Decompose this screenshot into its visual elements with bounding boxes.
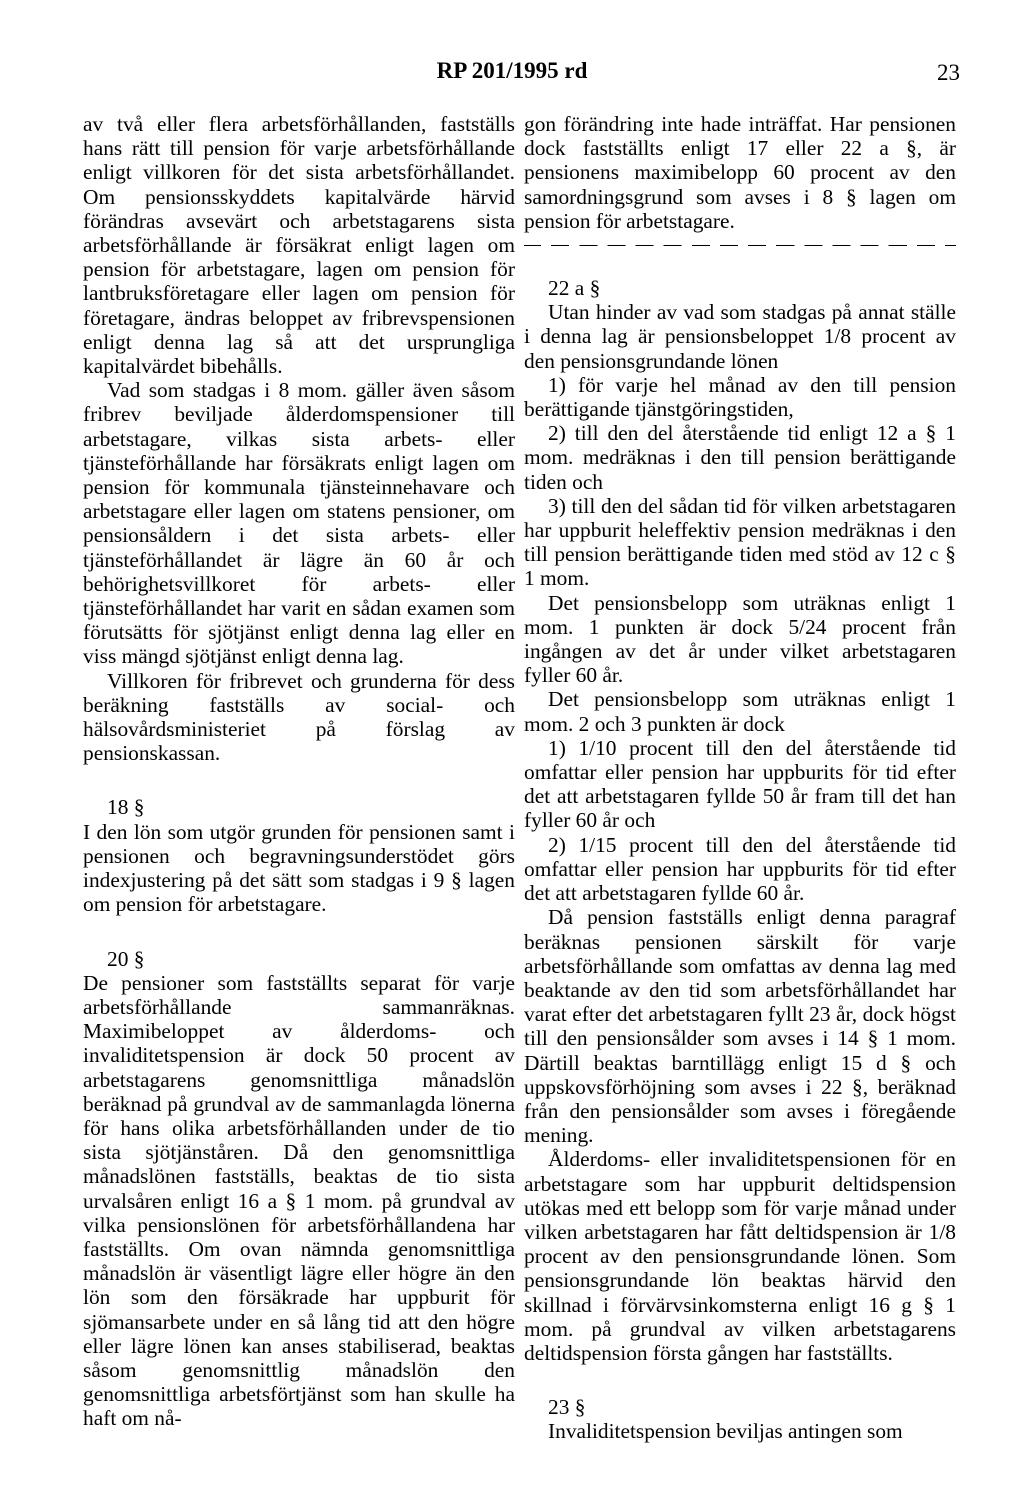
left-column [83,112,515,1431]
section-intro-22a: Utan hinder av vad som stadgas på annat ställe i denna lag är pensionsbeloppet 1/8 procent av den pensionsgrundande lönen [524,300,956,373]
paragraph: Villkoren för fribrevet och grunderna för dess beräkning fastställs av social- och hälsovårdsministeriet på förslag av pensionskassan. [83,668,515,766]
list-item: 3) till den del sådan tid för vilken arbetstagaren har uppburit heleffektiv pension medräknas i den till pension berättigande tiden med stöd av 12 c § 1 mom. [524,493,956,591]
section-text-23: Invaliditetspension beviljas antingen som [548,1419,903,1444]
document-title: RP 201/1995 rd [436,58,588,83]
right-column [524,112,956,1444]
paragraph: gon förändring inte hade inträffat. Har pensionen dock fastställts enligt 17 eller 22 a §, är pensionens maximibelopp 60 procent av den samordningsgrund som avses i 8 § lagen om pension för arbetstagare. [524,112,956,233]
section-heading-20: 20 § [107,946,145,971]
paragraph: Det pensionsbelopp som uträknas enligt 1 mom. 2 och 3 punkten är dock [524,687,956,736]
paragraph: Det pensionsbelopp som uträknas enligt 1 mom. 1 punkten är dock 5/24 procent från ingången av det år under vilket arbetstagaren fyller 60 år. [524,590,956,688]
section-heading-22a: 22 a § [548,276,601,301]
list-item: 2) 1/15 procent till den del återstående tid omfattar eller pension har uppburits för tid efter det att arbetstagaren fyllde 60 år. [524,832,956,906]
paragraph: Vad som stadgas i 8 mom. gäller även såsom fribrev beviljade ålderdomspensioner till arbetstagare, vilkas sista arbets- eller tjänsteförhållande har försäkrats enligt lagen om pension för kommunala tjänsteinnehavare och arbetstagare eller lagen om statens pensioner, om pensionsåldern i det sista arbets- eller tjänsteförhållandet är lägre än 60 år och behörighetsvillkoret för arbets- eller tjänsteförhållandet har varit en sådan examen som förutsätts för sjötjänst enligt denna lag eller en viss mängd sjötjänst enligt denna lag. [83,378,515,669]
page-number: 23 [937,60,960,85]
section-heading-18: 18 § [107,795,145,820]
paragraph: av två eller flera arbetsförhållanden, fastställs hans rätt till pension för varje arbetsförhållande enligt villkoren för det sista arbetsförhållandet. Om pensionsskyddets kapitalvärde härvid förändras avsevärt och arbetstagarens sista arbetsförhållande är försäkrat enligt lagen om pension för arbetstagare, lagen om pension för lantbruksföretagare eller lagen om pension för företagare, ändras beloppet av fribrevspensionen enligt denna lag så att det ursprungliga kapitalvärdet bibehålls. [83,112,515,379]
paragraph: Då pension fastställs enligt denna paragraf beräknas pensionen särskilt för varje arbetsförhållande som omfattas av denna lag med beaktande av den tid som arbetsförhållandet har varat efter det arbetstagaren fyllt 23 år, dock högst till den pensionsålder som avses i 14 § 1 mom. Därtill beaktas barntillägg enligt 15 d § och uppskovsförhöjning som avses i 22 §, beräknad från den pensionsålder som avses i föregående mening. [524,905,956,1148]
section-text-20: De pensioner som fastställts separat för varje arbetsförhållande sammanräknas. Maximibeloppet av ålderdoms- och invaliditetspension är dock 50 procent av arbetstagarens genomsnittliga månadslön beräknad på grundval av de sammanlagda lönerna för hans olika arbetsförhållanden under de tio sista sjötjänståren. Då den genomsnittliga månadslönen fastställs, beaktas de tio sista urvalsåren enligt 16 a § 1 mom. på grundval av vilka pensionslönen för arbetsförhållandena har fastställts. Om ovan nämnda genomsnittliga månadslön är väsentligt lägre eller högre än den lön som den försäkrade har uppburit för sjömansarbete under en så lång tid att den högre eller lägre lönen kan anses stabiliserad, beaktas såsom genomsnittlig månadslön den genomsnittliga arbetsförtjänst som han skulle ha haft om nå- [83,970,515,1431]
paragraph: Ålderdoms- eller invaliditetspensionen för en arbetstagare som har uppburit deltidspension utökas med ett belopp som för varje månad under vilken arbetstagaren har fått deltidspension är 1/8 procent av den pensionsgrundande lönen. Som pensionsgrundande lön beaktas härvid den skillnad i förvärvsinkomsterna enligt 16 g § 1 mom. på grundval av vilken arbetstagarens deltidspension första gången har fastställts. [524,1147,956,1365]
list-item: 1) för varje hel månad av den till pension berättigande tjänstgöringstiden, [524,372,956,422]
section-heading-23: 23 § [548,1395,586,1420]
list-item: 2) till den del återstående tid enligt 12 a § 1 mom. medräknas i den till pension berättigande tiden och [524,421,956,494]
section-text-18: I den lön som utgör grunden för pensionen samt i pensionen och begravningsunderstödet görs indexjustering på det sätt som stadgas i 9 § lagen om pension för arbetstagare. [83,819,515,917]
omission-dash-line [524,245,956,246]
list-item: 1) 1/10 procent till den del återstående tid omfattar eller pension har uppburits för tid efter det att arbetstagaren fyllde 50 år fram till det han fyller 60 år och [524,735,956,833]
